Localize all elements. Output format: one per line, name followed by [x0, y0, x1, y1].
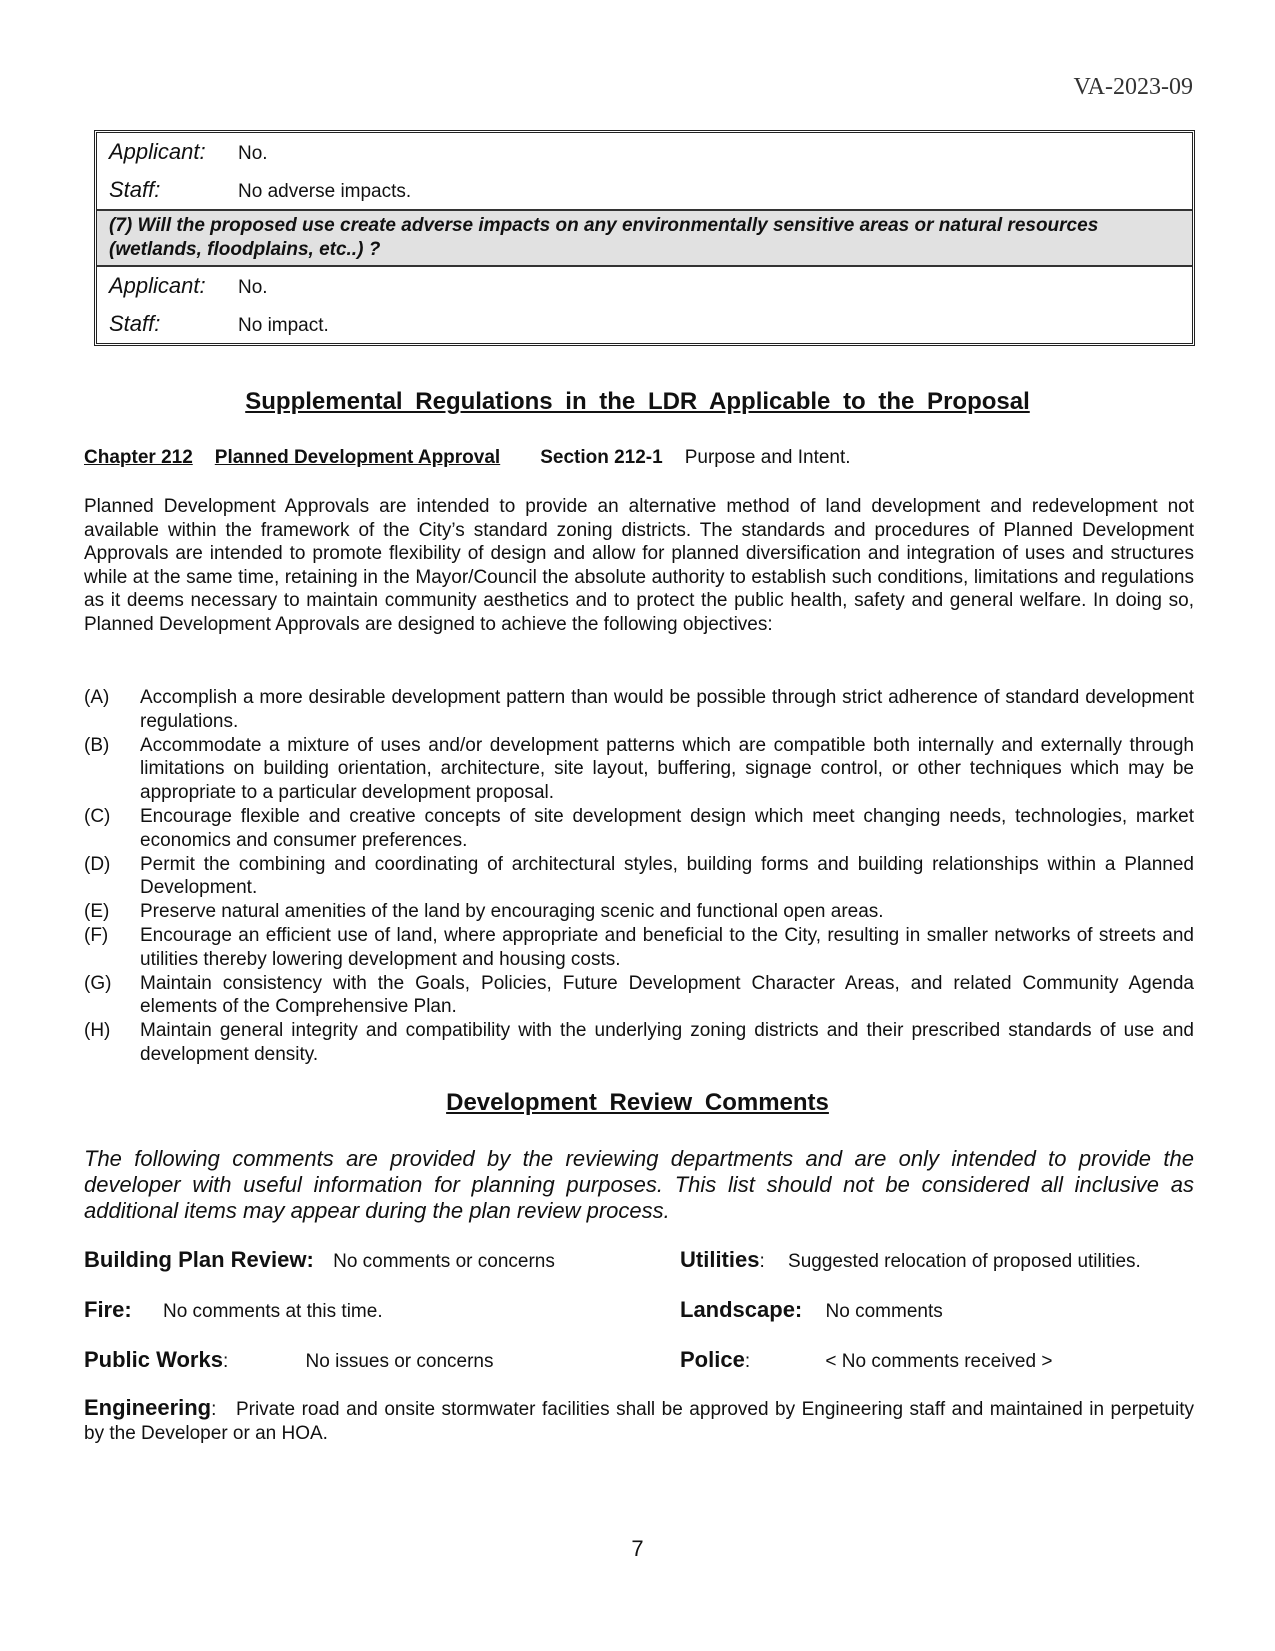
item-letter: (C) — [84, 805, 111, 827]
item-text: Permit the combining and coordinating of architectural styles, building forms and building relationships within a Planned Development. — [140, 853, 1194, 899]
item-letter: (G) — [84, 972, 112, 994]
section-number: Section 212-1 — [540, 447, 663, 468]
engineering-text: Private road and onsite stormwater facilities shall be approved by Engineering staff and maintained in perpetuity by the Developer or an HOA. — [84, 1399, 1194, 1444]
staff-row — [97, 171, 1192, 209]
applicant-label: Applicant: — [109, 139, 206, 164]
police-text: < No comments received > — [825, 1351, 1053, 1372]
section-title: Purpose and Intent. — [684, 447, 851, 468]
item-letter: (A) — [84, 687, 110, 708]
utilities-comment: Utilities: Suggested relocation of proposed utilities. — [680, 1247, 1141, 1272]
chapter-title: Planned Development Approval — [214, 447, 501, 468]
public-works-text: No issues or concerns — [305, 1351, 494, 1372]
landscape-comment — [680, 1297, 943, 1323]
chapter-line — [84, 447, 851, 469]
applicant-row — [97, 267, 1192, 305]
page-number: 7 — [631, 1536, 644, 1561]
chapter-number: Chapter 212 — [84, 447, 193, 468]
list-item — [84, 853, 1194, 901]
list-item — [84, 1019, 1194, 1067]
applicant-row — [97, 133, 1192, 171]
fire-text: No comments at this time. — [162, 1301, 383, 1322]
public-works-comment: Public Works: No issues or concerns — [84, 1347, 494, 1372]
item-letter: (B) — [84, 734, 110, 756]
applicant-answer: No. — [238, 277, 268, 298]
objectives-list — [84, 686, 1194, 1067]
staff-label: Staff: — [109, 177, 161, 202]
list-item — [84, 805, 1194, 853]
item-text: Maintain consistency with the Goals, Policies, Future Development Character Areas, and related Community Agenda elements of the Comprehensive Plan. — [140, 972, 1194, 1018]
item-text: Preserve natural amenities of the land by encouraging scenic and functional open areas. — [140, 901, 884, 923]
list-item — [84, 686, 1194, 734]
landscape-text: No comments — [825, 1301, 943, 1322]
police-label: Police — [680, 1347, 745, 1372]
police-comment: Police: < No comments received > — [680, 1347, 1053, 1372]
utilities-text: Suggested relocation of proposed utilities. — [788, 1251, 1141, 1272]
item-text: Encourage flexible and creative concepts of site development design which meet changing needs, technologies, market economics and consumer preferences. — [140, 805, 1194, 851]
supplemental-heading: Supplemental Regulations in the LDR Applicable to the Proposal — [245, 388, 1030, 415]
applicant-label: Applicant: — [109, 273, 206, 298]
item-letter: (H) — [84, 1020, 111, 1042]
applicant-answer: No. — [238, 143, 268, 164]
staff-label: Staff: — [109, 311, 161, 336]
criteria-table — [94, 130, 1195, 346]
item-letter: (D) — [84, 853, 111, 875]
engineering-comment: Engineering: Private road and onsite stormwater facilities shall be approved by Engineering staff and maintained in perpetuity by the Developer or an HOA. — [84, 1395, 1194, 1444]
utilities-label: Utilities — [680, 1247, 760, 1272]
staff-answer: No impact. — [238, 315, 329, 336]
list-item — [84, 900, 1194, 924]
case-number: VA-2023-09 — [1073, 74, 1193, 100]
review-intro: The following comments are provided by the reviewing departments and are only intended to provide the developer with useful information for planning purposes. This list should not be considered all inclusive as additional items may appear during the plan review process. — [84, 1146, 1194, 1223]
fire-label: Fire: — [84, 1297, 132, 1322]
engineering-label: Engineering — [84, 1395, 212, 1420]
public-works-label: Public Works — [84, 1347, 223, 1372]
landscape-label: Landscape: — [680, 1297, 803, 1322]
list-item — [84, 972, 1194, 1020]
item-text: Encourage an efficient use of land, where appropriate and beneficial to the City, resulting in smaller networks of streets and utilities thereby lowering development and housing costs. — [140, 924, 1194, 970]
building-label: Building Plan Review: — [84, 1247, 314, 1272]
intro-paragraph: Planned Development Approvals are intended to provide an alternative method of land development and redevelopment not available within the framework of the City’s standard zoning districts. The standards and procedures of Planned Development Approvals are intended to promote flexibility of design and allow for planned diversification and integration of uses and structures while at the same time, retaining in the Mayor/Council the absolute authority to establish such conditions, limitations and regulations as it deems necessary to maintain community aesthetics and to protect the public health, safety and general welfare. In doing so, Planned Development Approvals are designed to achieve the following objectives: — [84, 496, 1194, 635]
building-text: No comments or concerns — [333, 1251, 555, 1272]
staff-row — [97, 305, 1192, 343]
list-item — [84, 734, 1194, 805]
question-7: (7) Will the proposed use create adverse impacts on any environmentally sensitive areas or natural resources (wetlands, floodplains, etc..) ? — [97, 209, 1192, 267]
item-text: Accomplish a more desirable development pattern than would be possible through strict adherence of standard development regulations. — [140, 687, 1194, 732]
item-text: Maintain general integrity and compatibility with the underlying zoning districts and their prescribed standards of use and development density. — [140, 1020, 1194, 1065]
review-heading: Development Review Comments — [446, 1089, 829, 1116]
list-item — [84, 924, 1194, 972]
item-letter: (F) — [84, 924, 109, 946]
item-text: Accommodate a mixture of uses and/or development patterns which are compatible both internally and externally through limitations on building orientation, architecture, site layout, buffering, signage control, or other techniques which may be appropriate to a particular development proposal. — [140, 734, 1194, 804]
fire-comment — [84, 1297, 383, 1323]
building-review-comment — [84, 1247, 555, 1273]
item-letter: (E) — [84, 901, 110, 923]
staff-answer: No adverse impacts. — [238, 181, 412, 202]
